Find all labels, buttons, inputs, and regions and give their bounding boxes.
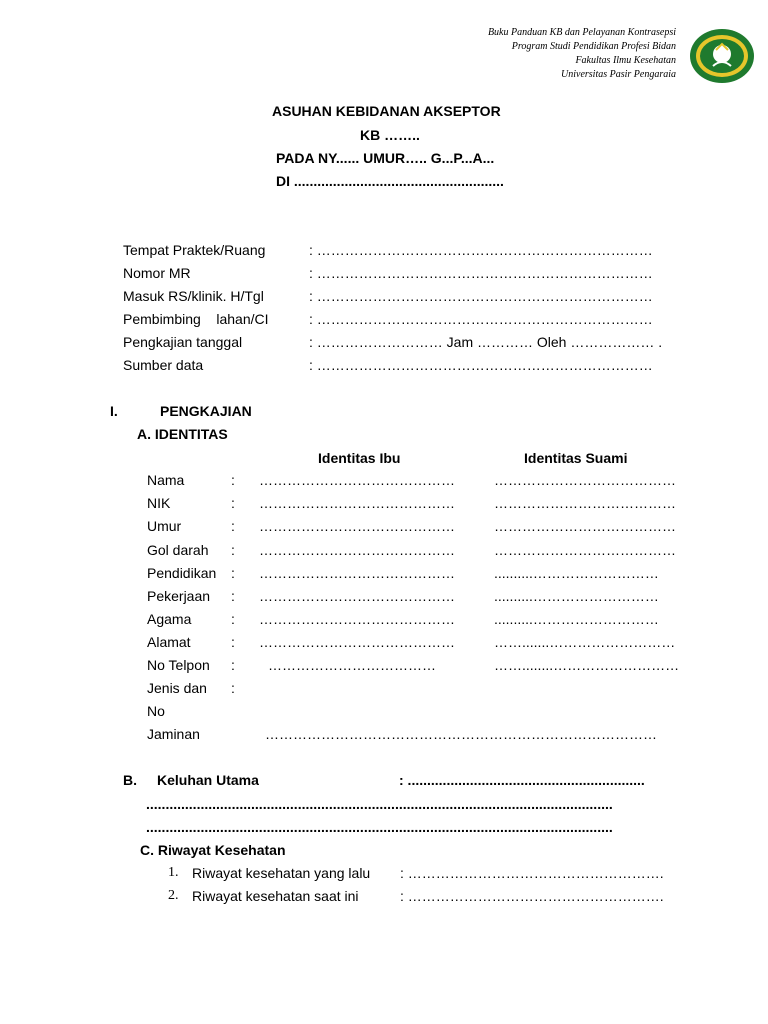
identity-ibu-value: ……………………………………: [259, 634, 455, 650]
header-line-1: Buku Panduan KB dan Pelayanan Kontrasepsi: [487, 27, 676, 38]
jaminan-label: Jaminan: [147, 726, 200, 742]
identity-ibu-value: ……………………………………: [259, 542, 455, 558]
identity-label: Umur: [147, 518, 182, 534]
identity-label: No Telpon: [147, 657, 210, 673]
identity-label: Agama: [147, 611, 192, 627]
section-number: I.: [110, 403, 118, 419]
keluhan-dotted-line-1: ........................................................................................................................: [146, 796, 613, 812]
info-value: : ………………………………………………………………: [309, 311, 653, 327]
university-logo-icon: [689, 28, 755, 84]
form-title-line-3: PADA NY...... UMUR….. G...P...A...: [276, 150, 495, 166]
info-value: : ………………………………………………………………: [309, 265, 653, 281]
keluhan-dotted-line-2: ........................................................................................................................: [146, 819, 613, 835]
identity-colon: :: [231, 495, 235, 511]
riwayat-item-label: Riwayat kesehatan saat ini: [192, 888, 359, 904]
info-label: Sumber data: [123, 357, 204, 373]
identity-colon: :: [231, 634, 235, 650]
identity-ibu-value: ………………………………: [268, 657, 436, 673]
identity-label: NIK: [147, 495, 171, 511]
identity-label: Pekerjaan: [147, 588, 211, 604]
identity-colon: :: [231, 657, 235, 673]
identity-colon: :: [231, 565, 235, 581]
identity-ibu-value: ……………………………………: [259, 495, 455, 511]
form-title-line-2: KB ……..: [360, 127, 420, 143]
header-line-3: Fakultas Ilmu Kesehatan: [575, 55, 676, 66]
identity-label: Nama: [147, 472, 185, 488]
identity-suami-value: …………………………………: [494, 518, 676, 534]
info-label: Masuk RS/klinik. H/Tgl: [123, 288, 264, 304]
identity-suami-value: ……........………………………: [494, 657, 680, 673]
identity-suami-value: ..........………………………: [494, 565, 659, 581]
identity-label: Gol darah: [147, 542, 209, 558]
identity-suami-value: ..........………………………: [494, 588, 659, 604]
identity-suami-value: ..........………………………: [494, 611, 659, 627]
info-value: : ……………………… Jam ………… Oleh ……………… .: [309, 334, 663, 350]
identity-colon: :: [231, 518, 235, 534]
identity-colon: :: [231, 611, 235, 627]
identity-label: Pendidikan: [147, 565, 217, 581]
identity-ibu-value: ……………………………………: [259, 611, 455, 627]
form-title-line-1: ASUHAN KEBIDANAN AKSEPTOR: [272, 103, 501, 119]
document-header: [488, 26, 676, 82]
riwayat-item-value: : ……………………………………………….: [400, 888, 664, 904]
form-title-line-4: DI ......................................................: [276, 173, 504, 189]
identity-label: No: [147, 703, 165, 719]
identity-ibu-value: ……………………………………: [259, 472, 455, 488]
header-line-2: Program Studi Pendidikan Profesi Bidan: [511, 41, 676, 52]
info-label: Nomor MR: [123, 265, 191, 281]
column-header-suami: Identitas Suami: [524, 450, 628, 466]
identity-suami-value: …………………………………: [494, 472, 676, 488]
info-label: Tempat Praktek/Ruang: [123, 242, 266, 258]
info-label: Pengkajian tanggal: [123, 334, 243, 350]
riwayat-item-number: 1.: [168, 865, 179, 880]
info-label: Pembimbing lahan/CI: [123, 311, 269, 327]
identity-label: Jenis dan: [147, 680, 207, 696]
header-line-4: Universitas Pasir Pengaraia: [561, 69, 676, 80]
identity-ibu-value: ……………………………………: [259, 518, 455, 534]
identity-colon: :: [231, 472, 235, 488]
riwayat-item-label: Riwayat kesehatan yang lalu: [192, 865, 371, 881]
jaminan-value: …………………………………………………………………………: [265, 726, 657, 742]
info-value: : ………………………………………………………………: [309, 288, 653, 304]
keluhan-utama-label: Keluhan Utama: [157, 772, 259, 788]
info-value: : ………………………………………………………………: [309, 242, 653, 258]
section-b-number: B.: [123, 772, 137, 788]
riwayat-item-value: : ……………………………………………….: [400, 865, 664, 881]
identity-ibu-value: ……………………………………: [259, 565, 455, 581]
identity-ibu-value: ……………………………………: [259, 588, 455, 604]
identity-colon: :: [231, 588, 235, 604]
identity-colon: :: [231, 680, 235, 696]
section-identitas-heading: A. IDENTITAS: [137, 426, 228, 442]
identity-suami-value: …………………………………: [494, 495, 676, 511]
riwayat-kesehatan-heading: C. Riwayat Kesehatan: [140, 842, 286, 858]
column-header-ibu: Identitas Ibu: [318, 450, 401, 466]
keluhan-utama-value: : .............................................................: [399, 772, 645, 788]
section-pengkajian-heading: PENGKAJIAN: [160, 403, 252, 419]
info-value: : ………………………………………………………………: [309, 357, 653, 373]
identity-suami-value: …………………………………: [494, 542, 676, 558]
identity-label: Alamat: [147, 634, 191, 650]
identity-suami-value: …….......………………………: [494, 634, 676, 650]
riwayat-item-number: 2.: [168, 888, 179, 903]
identity-colon: :: [231, 542, 235, 558]
